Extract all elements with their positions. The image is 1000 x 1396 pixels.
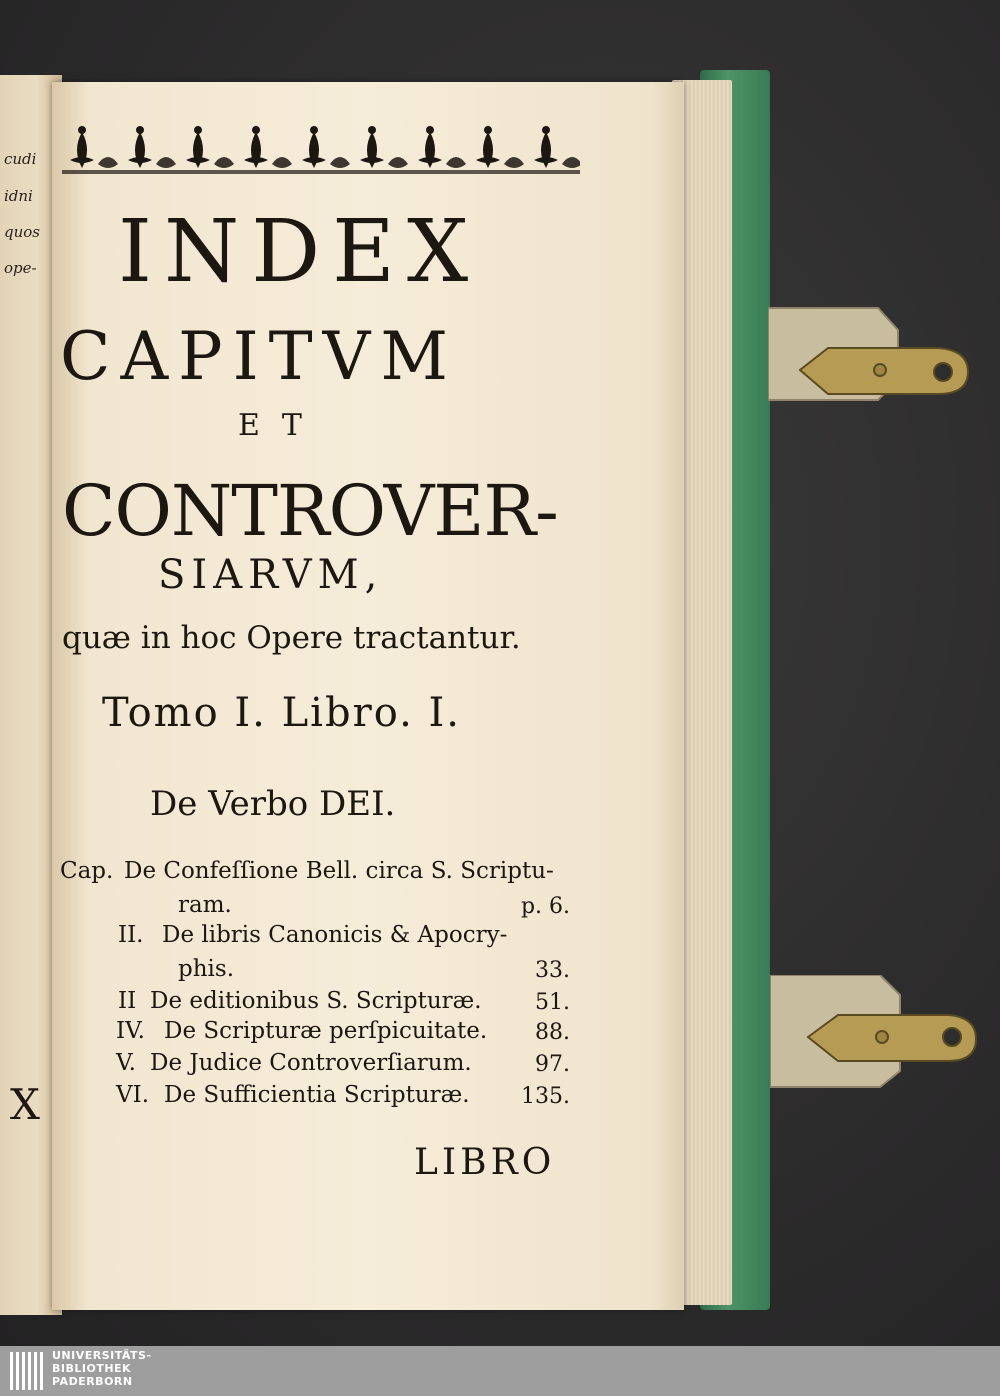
entry-text: De Scripturæ perſpicuitate.	[164, 1018, 488, 1044]
entry-text: De editionibus S. Scripturæ.	[150, 988, 482, 1014]
entry-text-cont: phis.	[178, 956, 235, 982]
title-siarum: SIARVM,	[158, 552, 384, 598]
lower-clasp-icon	[770, 975, 980, 1090]
ornament-band-icon	[62, 120, 580, 182]
section-tomo: Tomo I. Libro. I.	[102, 690, 462, 736]
entry-number: VI.	[116, 1082, 150, 1108]
entry-number: V.	[116, 1050, 136, 1076]
upper-clasp-icon	[768, 300, 978, 405]
entry-number: II.	[118, 922, 144, 948]
entry-number: II	[118, 988, 137, 1014]
catchword: LIBRO	[414, 1142, 556, 1183]
section-heading: De Verbo DEI.	[150, 784, 396, 824]
left-fragment: cudi	[4, 150, 37, 168]
entry-page: 51.	[535, 990, 570, 1015]
entry-page: 33.	[535, 958, 570, 983]
footer-line: UNIVERSITÄTS-	[52, 1349, 152, 1362]
entry-text: De libris Canonicis & Apocry-	[162, 922, 508, 948]
footer-line: BIBLIOTHEK	[52, 1362, 132, 1375]
footer-line: PADERBORN	[52, 1375, 133, 1388]
library-logo-icon	[8, 1348, 46, 1394]
left-fragment: ope-	[4, 259, 37, 277]
signature-mark: X	[10, 1080, 40, 1129]
entry-number: Cap.	[60, 858, 114, 884]
entry-page: 97.	[535, 1052, 570, 1077]
title-index: INDEX	[118, 202, 481, 302]
entry-page: 88.	[535, 1020, 570, 1045]
entry-page: p. 6.	[520, 894, 570, 919]
entry-text-cont: ram.	[178, 892, 232, 918]
entry-text: De Confeſſione Bell. circa S. Scriptu-	[124, 858, 554, 884]
entry-number: IV.	[116, 1018, 145, 1044]
title-controversiarum: CONTROVER-	[62, 470, 558, 552]
left-fragment: quos	[4, 223, 40, 241]
entry-text: De Judice Controverſiarum.	[150, 1050, 472, 1076]
title-capitum: CAPITVM	[60, 318, 458, 395]
title-et: ET	[238, 408, 324, 443]
entry-page: 135.	[521, 1084, 570, 1109]
title-subtitle: quæ in hoc Opere tractantur.	[62, 620, 521, 656]
entry-text: De Sufficientia Scripturæ.	[164, 1082, 470, 1108]
left-fragment: idni	[4, 187, 33, 205]
